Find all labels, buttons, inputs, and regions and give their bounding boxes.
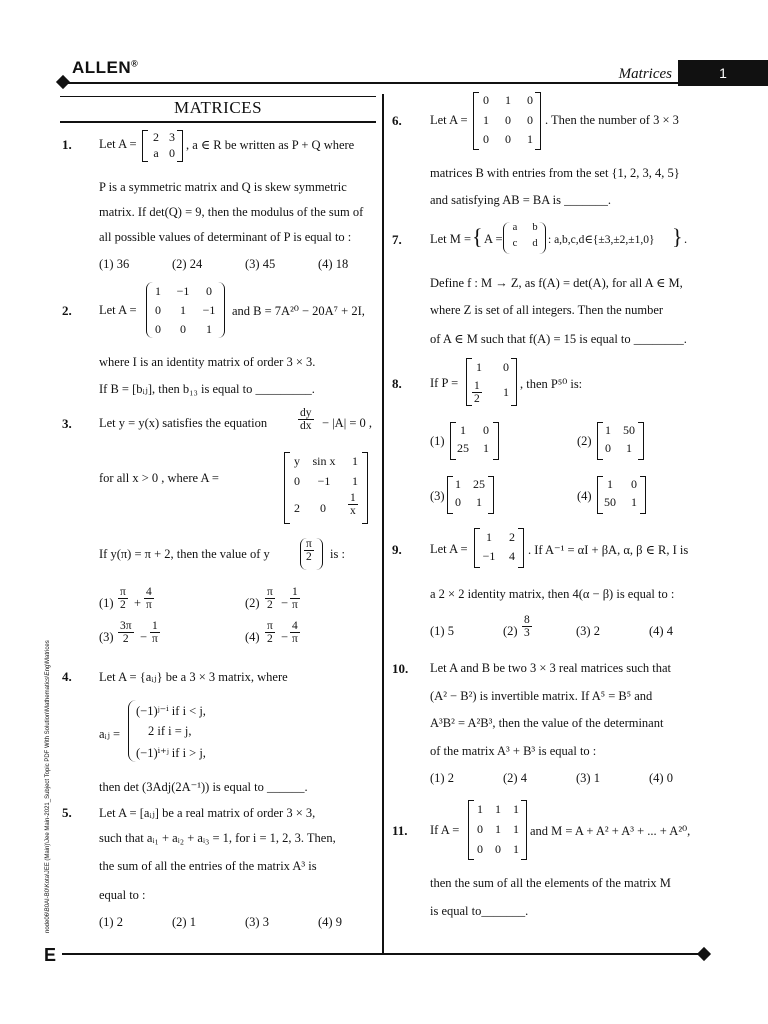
question-number: 1.	[62, 137, 72, 152]
option: (3)	[99, 630, 114, 644]
fraction: $\frac{1}{\pi}$	[152, 620, 158, 645]
matrix-cell: 1	[486, 530, 492, 544]
page-number: 1	[678, 60, 768, 86]
matrix-bracket-right	[518, 528, 524, 568]
matrix-cell: 1	[352, 474, 358, 488]
question-text: matrix. If det(Q) = 9, then the modulus of the sum of	[99, 205, 364, 219]
matrix-cell: 0	[477, 822, 483, 836]
matrix-bracket-right	[362, 452, 368, 524]
matrix-cell: 0	[505, 113, 511, 127]
question-text: .	[684, 232, 688, 246]
matrix-paren-right	[539, 222, 546, 254]
matrix-cell: 2	[509, 530, 515, 544]
matrix-cell: 0	[483, 132, 489, 146]
operator: −	[281, 630, 289, 644]
question-text: P is a symmetric matrix and Q is skew symmetric	[99, 180, 347, 194]
subject-title: Matrices	[618, 66, 672, 82]
matrix-bracket-right	[521, 800, 527, 860]
matrix-cell: b	[532, 222, 538, 233]
matrix-cell: 1	[476, 495, 482, 509]
question-text: of A ∈ M such that f(A) = 15 is equal to ________.	[430, 332, 687, 346]
operator: +	[134, 596, 142, 610]
question-text: of the matrix A³ + B³ is equal to :	[430, 744, 597, 758]
matrix-cell: c	[512, 238, 518, 249]
matrix-cell: 0	[527, 93, 533, 107]
question-text: Let A =	[430, 542, 468, 556]
matrix-cell: 0	[155, 322, 161, 336]
question-text: and B = 7A²⁰ − 20A⁷ + 2I,	[232, 304, 365, 318]
matrix-cell: 0	[495, 842, 501, 856]
fraction: $\frac{\pi}{2}$	[306, 538, 312, 563]
matrix-cell: 1	[527, 132, 533, 146]
question-text: and satisfying AB = BA is _______.	[430, 193, 612, 207]
matrix-cell: −1	[317, 474, 331, 488]
matrix-cell: 25	[473, 477, 485, 491]
fraction: $\frac{4}{\pi}$	[292, 620, 298, 645]
matrix-cell: 1	[206, 322, 212, 336]
option: (4) 9	[318, 915, 342, 929]
option: (2) 4	[503, 771, 527, 785]
option: (1)	[430, 434, 445, 448]
fraction: $\frac{dy}{dx}$	[300, 407, 312, 432]
question-text: all possible values of determinant of P is equal to :	[99, 230, 352, 244]
question-number: 11.	[392, 823, 408, 838]
question-text: − |A| = 0 ,	[322, 416, 373, 430]
fraction: $\frac{\pi}{2}$	[267, 620, 273, 645]
matrix-cell: 25	[457, 441, 469, 455]
matrix-cell: 50	[604, 495, 616, 509]
question-text: Let M =	[430, 232, 472, 246]
matrix-cell: 0	[483, 93, 489, 107]
matrix-cell: 1	[483, 441, 489, 455]
matrix-cell: 1	[483, 113, 489, 127]
matrix-cell: 1	[180, 303, 186, 317]
page-title: MATRICES	[173, 98, 263, 117]
matrix-paren-left	[503, 222, 510, 254]
matrix-cell: a	[512, 222, 518, 233]
matrix-cell: 0	[455, 495, 461, 509]
matrix-cell: −1	[202, 303, 216, 317]
matrix-cell: 0	[483, 423, 489, 437]
brand-logo: ALLEN®	[72, 58, 139, 77]
matrix-cell: 1	[455, 477, 461, 491]
matrix-cell: 0	[503, 360, 509, 374]
matrix-bracket-right	[177, 130, 183, 162]
option: (1)	[99, 596, 114, 610]
option: (2) 24	[172, 257, 203, 271]
question-number: 4.	[62, 669, 72, 684]
option: (2)	[577, 434, 592, 448]
option: (4) 0	[649, 771, 673, 785]
matrix-cell: 1	[631, 495, 637, 509]
matrix-cell: 1	[352, 454, 358, 468]
matrix-cell: sin x	[312, 454, 336, 468]
matrix-cell: 1	[477, 802, 483, 816]
question-number: 7.	[392, 232, 402, 247]
matrix-bracket-right	[511, 358, 517, 406]
matrix-cell: 50	[623, 423, 635, 437]
question-number: 5.	[62, 805, 72, 820]
matrix-cell: 1	[626, 441, 632, 455]
matrix-cell: 1	[513, 822, 519, 836]
option: (1) 2	[99, 915, 123, 929]
header-rule	[62, 82, 678, 84]
matrix-cell: 0	[477, 842, 483, 856]
question-text: where I is an identity matrix of order 3 × 3.	[99, 355, 316, 369]
matrix-cell: a	[153, 146, 159, 160]
question-text: then the sum of all the elements of the matrix M	[430, 876, 671, 890]
piecewise-case: 2 if i = j,	[148, 724, 192, 738]
title-top-rule	[60, 96, 376, 97]
matrix-cell: 0	[155, 303, 161, 317]
matrix-cell: 0	[505, 132, 511, 146]
question-text: . Then the number of 3 × 3	[545, 113, 679, 127]
question-text: , a ∈ R be written as P + Q where	[186, 138, 355, 152]
question-text: such that aᵢ₁ + aᵢ₂ + aᵢ₃ = 1, for i = 1, 2, 3. Then,	[99, 831, 336, 845]
question-text: Let A = {aᵢⱼ} be a 3 × 3 matrix, where	[99, 670, 288, 684]
question-text: and M = A + A² + A³ + ... + A²⁰,	[530, 824, 691, 838]
question-number: 9.	[392, 542, 402, 557]
option: (2)	[503, 624, 518, 638]
piecewise-case: (−1)ⁱ⁺ʲ if i > j,	[136, 746, 206, 760]
question-text: , then P⁵⁰ is:	[520, 377, 583, 391]
option: (4)	[577, 489, 592, 503]
option: (1) 2	[430, 771, 454, 785]
brace-left: {	[472, 224, 483, 249]
question-text: Let A and B be two 3 × 3 real matrices such that	[430, 661, 672, 675]
question-number: 10.	[392, 661, 409, 676]
question-text: the sum of all the entries of the matrix A³ is	[99, 859, 317, 873]
question-text: If A =	[430, 823, 460, 837]
matrix-bracket-right	[493, 422, 499, 460]
fraction: $\frac{4}{\pi}$	[146, 586, 152, 611]
fraction: $\frac{\pi}{2}$	[120, 586, 126, 611]
matrix-cell: 1	[460, 423, 466, 437]
brace-right: }	[672, 224, 683, 249]
question-text: is equal to_______.	[430, 904, 529, 918]
matrix-cell: d	[532, 238, 538, 249]
option: (2) 1	[172, 915, 196, 929]
option: (2)	[245, 596, 260, 610]
fraction: $\frac{1}{2}$	[474, 380, 480, 405]
question-text: for all x > 0 , where A =	[99, 471, 219, 485]
question-text: Define f : M → Z, as f(A) = det(A), for all A ∈ M,	[430, 276, 683, 290]
fraction: $\frac{1}{\pi}$	[292, 586, 298, 611]
question-number: 8.	[392, 376, 402, 391]
question-text: then det (3Adj(2A⁻¹)) is equal to ______.	[99, 780, 308, 794]
question-text: Let A =	[430, 113, 468, 127]
question-text: . If A⁻¹ = αI + βA, α, β ∈ R, I is	[528, 543, 689, 557]
column-divider	[382, 94, 384, 954]
matrix-cell: 1	[155, 284, 161, 298]
question-text: A =	[484, 232, 503, 246]
question-text: If B = [bᵢⱼ], then b₁₃ is equal to _________.	[99, 382, 315, 396]
question-text: : a,b,c,d∈{±3,±2,±1,0}	[548, 234, 655, 246]
matrix-bracket-left	[473, 92, 479, 150]
matrix-cell: −1	[482, 549, 496, 563]
matrix-cell: 0	[180, 322, 186, 336]
option: (3) 2	[576, 624, 600, 638]
question-text: matrices B with entries from the set {1, 2, 3, 4, 5}	[430, 166, 680, 180]
matrix-cell: 1	[513, 842, 519, 856]
question-text: (A² − B²) is invertible matrix. If A⁵ = B⁵ and	[430, 689, 653, 703]
matrix-cell: 0	[320, 501, 326, 515]
matrix-bracket-right	[638, 422, 644, 460]
matrix-cell: 1	[476, 360, 482, 374]
option: (3) 45	[245, 257, 276, 271]
matrix-cell: 3	[169, 130, 175, 144]
matrix-bracket-right	[640, 476, 646, 514]
piecewise-case: (−1)ʲ⁻ⁱ if i < j,	[136, 704, 206, 718]
fraction: $\frac{3\pi}{2}$	[120, 620, 132, 645]
option: (4) 18	[318, 257, 349, 271]
matrix-bracket-left	[142, 130, 148, 162]
question-text: A³B² = A²B³, then the value of the determinant	[430, 716, 664, 730]
question-text: equal to :	[99, 888, 146, 902]
matrix-cell: 1	[513, 802, 519, 816]
question-text: Let A =	[99, 137, 137, 151]
option: (3) 1	[576, 771, 600, 785]
question-text: a 2 × 2 identity matrix, then 4(α − β) is equal to :	[430, 587, 675, 601]
matrix-cell: 0	[294, 474, 300, 488]
matrix-cell: 2	[153, 130, 159, 144]
option: (1) 5	[430, 624, 454, 638]
title-bottom-rule	[60, 121, 376, 123]
matrix-cell: 1	[607, 477, 613, 491]
matrix-cell: 1	[605, 423, 611, 437]
question-text: Let A =	[99, 303, 137, 317]
matrix-cell: 1	[495, 802, 501, 816]
matrix-cell: 0	[206, 284, 212, 298]
option: (4)	[245, 630, 260, 644]
paren-right	[316, 538, 323, 570]
matrix-cell: 1	[495, 822, 501, 836]
question-number: 2.	[62, 303, 72, 318]
question-text: Let A = [aᵢⱼ] be a real matrix of order 3 × 3,	[99, 806, 316, 820]
operator: −	[281, 596, 289, 610]
piecewise-label: aᵢⱼ =	[99, 727, 121, 741]
matrix-cell: 0	[605, 441, 611, 455]
matrix-cell: −1	[176, 284, 190, 298]
matrix-cell: 2	[294, 501, 300, 515]
option: (4) 4	[649, 624, 673, 638]
matrix-cell: 0	[631, 477, 637, 491]
matrix-cell: 1	[505, 93, 511, 107]
matrix-cell: 1	[503, 385, 509, 399]
matrix-cell: y	[294, 454, 300, 468]
question-number: 3.	[62, 416, 72, 431]
question-text: If y(π) = π + 2, then the value of y	[99, 547, 270, 561]
matrix-bracket-right	[488, 476, 494, 514]
question-text: Let y = y(x) satisfies the equation	[99, 416, 268, 430]
option: (3)	[430, 489, 445, 503]
fraction: $\frac{8}{3}$	[524, 614, 530, 639]
fraction: $\frac{1}{x}$	[350, 492, 356, 517]
side-path-text: node06\B0AI-B0\Kota\JEE (Main)\Jee Main-2021_Subject Topic PDF With Solution\Mathematics\Eng\Matrices	[45, 640, 51, 933]
footer-rule	[62, 953, 702, 955]
footer-right-diamond	[697, 947, 711, 961]
matrix-bracket-right	[535, 92, 541, 150]
fraction: $\frac{\pi}{2}$	[267, 586, 273, 611]
question-text: is :	[330, 547, 345, 561]
matrix-cell: 0	[169, 146, 175, 160]
option: (3) 3	[245, 915, 269, 929]
question-text: If P =	[430, 376, 459, 390]
matrix-paren-right	[218, 282, 225, 338]
option: (1) 36	[99, 257, 130, 271]
matrix-cell: 4	[509, 549, 515, 563]
footer-letter: E	[44, 945, 57, 965]
matrix-cell: 0	[527, 113, 533, 127]
question-text: where Z is set of all integers. Then the number	[430, 303, 664, 317]
operator: −	[140, 630, 148, 644]
question-number: 6.	[392, 113, 402, 128]
